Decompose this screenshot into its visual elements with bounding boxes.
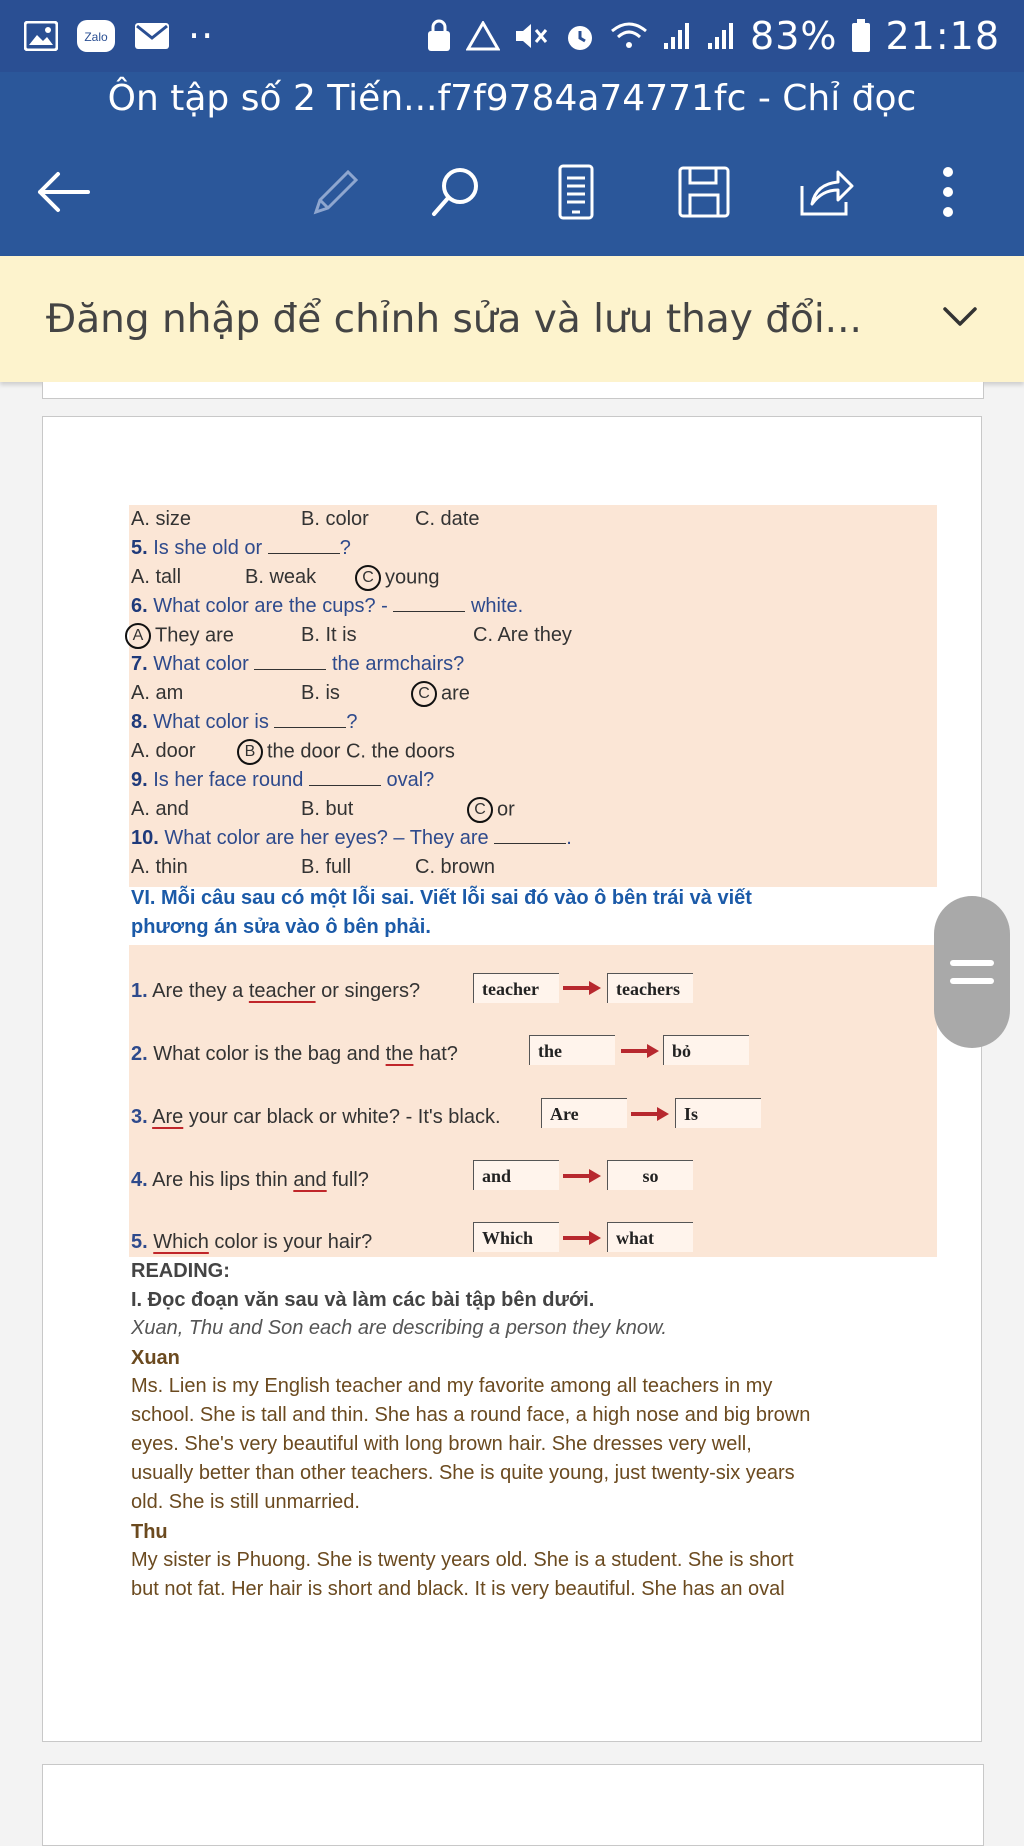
error-question: 1. Are they a teacher or singers?	[131, 980, 421, 1002]
option: B. It is	[301, 624, 357, 646]
zalo-icon	[76, 19, 116, 53]
signal-icon	[662, 21, 692, 51]
reading-intro: Xuan, Thu and Son each are describing a person they know.	[131, 1317, 667, 1339]
fix-box: what	[607, 1222, 693, 1252]
battery-percent: 83%	[750, 14, 838, 58]
battery-icon	[851, 19, 871, 53]
more-options-button[interactable]	[916, 160, 980, 224]
option: B. full	[301, 856, 352, 878]
arrow-right-icon	[563, 1167, 601, 1185]
search-icon	[428, 164, 484, 220]
previous-page	[42, 382, 984, 399]
option: C. date	[415, 508, 480, 530]
question: 7. What color the armchairs?	[131, 653, 465, 675]
option: A. size	[131, 508, 192, 530]
fix-box: Is	[675, 1098, 761, 1128]
edit-button[interactable]	[304, 160, 368, 224]
reading-view-button[interactable]	[544, 160, 608, 224]
more-icon	[938, 164, 958, 220]
status-bar	[0, 0, 1024, 72]
fix-box: bỏ	[663, 1035, 749, 1065]
document-title: Ôn tập số 2 Tiến...f7f9784a74771fc - Chỉ đọc	[107, 78, 917, 119]
fix-box: teachers	[607, 973, 693, 1003]
option: A. tall	[131, 566, 182, 588]
alarm-icon	[564, 20, 596, 52]
question: 8. What color is ?	[131, 711, 358, 733]
error-question: 3. Are your car black or white? - It's black.	[131, 1106, 501, 1128]
option: B. is	[301, 682, 340, 704]
toolbar	[0, 142, 1024, 242]
clock: 21:18	[885, 14, 1000, 58]
reading-name: Thu	[131, 1521, 168, 1543]
arrow-right-icon	[621, 1042, 659, 1060]
wrong-box: Which	[473, 1222, 559, 1252]
arrow-right-icon	[563, 979, 601, 997]
option: C. Are they	[473, 624, 572, 646]
mute-icon	[514, 21, 550, 51]
answer-circle: C	[355, 565, 381, 591]
error-question: 2. What color is the bag and the hat?	[131, 1043, 458, 1065]
reading-subheading: I. Đọc đoạn văn sau và làm các bài tập bên dưới.	[131, 1289, 595, 1311]
section-heading: VI. Mỗi câu sau có một lỗi sai. Viết lỗi sai đó vào ô bên trái và viết	[131, 887, 752, 909]
save-button[interactable]	[672, 160, 736, 224]
scroll-handle[interactable]	[934, 896, 1010, 1048]
option: C. brown	[415, 856, 496, 878]
wrong-box: Are	[541, 1098, 627, 1128]
share-icon	[798, 166, 854, 218]
fix-box: so	[607, 1160, 693, 1190]
mail-icon	[134, 22, 170, 50]
save-icon	[677, 165, 731, 219]
reading-paragraph: Ms. Lien is my English teacher and my favorite among all teachers in my school. She is tall and thin. She has a round face, a high nose and big brown eyes. She's very beautiful with long brown hair. She dresses very well, usually better than other teachers. She is quite young, just twenty-six years old. She is still unmarried.	[131, 1375, 811, 1513]
wrong-box: the	[529, 1035, 615, 1065]
question: 5. Is she old or ?	[131, 537, 351, 559]
option-selected: A They are	[125, 623, 234, 649]
gallery-icon	[24, 21, 58, 51]
question: 9. Is her face round oval?	[131, 769, 435, 791]
reading-name: Xuan	[131, 1347, 180, 1369]
zalo-label: Zalo	[84, 30, 108, 44]
drive-icon	[466, 21, 500, 51]
sign-in-banner-text: Đăng nhập để chỉnh sửa và lưu thay đổi...	[46, 296, 862, 342]
option: A. door	[131, 740, 196, 762]
option-selected: C are	[411, 681, 470, 707]
error-question: 5. Which color is your hair?	[131, 1231, 373, 1253]
option: A. and	[131, 798, 189, 820]
option: B. weak	[245, 566, 317, 588]
reading-view-icon	[556, 164, 596, 220]
wifi-icon	[610, 21, 648, 51]
answer-circle: C	[467, 797, 493, 823]
question: 10. What color are her eyes? – They are .	[131, 827, 572, 849]
lock-icon	[426, 19, 452, 53]
option: A. thin	[131, 856, 188, 878]
reading-heading: READING:	[131, 1260, 230, 1282]
more-notifications: ··	[188, 14, 215, 58]
search-button[interactable]	[424, 160, 488, 224]
option-selected: C young	[355, 565, 440, 591]
arrow-right-icon	[563, 1229, 601, 1247]
app-bar	[0, 72, 1024, 256]
share-button[interactable]	[794, 160, 858, 224]
option: A. am	[131, 682, 184, 704]
option-selected: B the door C. the doors	[237, 739, 455, 765]
section-heading: phương án sửa vào ô bên phải.	[131, 916, 431, 938]
answer-circle: B	[237, 739, 263, 765]
question: 6. What color are the cups? - white.	[131, 595, 524, 617]
pencil-icon	[308, 164, 364, 220]
back-arrow-icon	[36, 170, 92, 214]
back-button[interactable]	[32, 160, 96, 224]
arrow-right-icon	[631, 1105, 669, 1123]
wrong-box: and	[473, 1160, 559, 1190]
document-page	[42, 416, 982, 1742]
wrong-box: teacher	[473, 973, 559, 1003]
next-page	[42, 1764, 984, 1846]
reading-paragraph: My sister is Phuong. She is twenty years old. She is a student. She is short but not fat. Her hair is short and black. It is very beautiful. She has an oval	[131, 1549, 794, 1600]
answer-circle: A	[125, 623, 151, 649]
error-question: 4. Are his lips thin and full?	[131, 1169, 369, 1191]
chevron-down-icon[interactable]	[942, 305, 978, 334]
option-selected: C or	[467, 797, 515, 823]
sign-in-banner[interactable]	[0, 256, 1024, 382]
option: B. but	[301, 798, 354, 820]
signal-icon	[706, 21, 736, 51]
answer-circle: C	[411, 681, 437, 707]
option: B. color	[301, 508, 369, 530]
